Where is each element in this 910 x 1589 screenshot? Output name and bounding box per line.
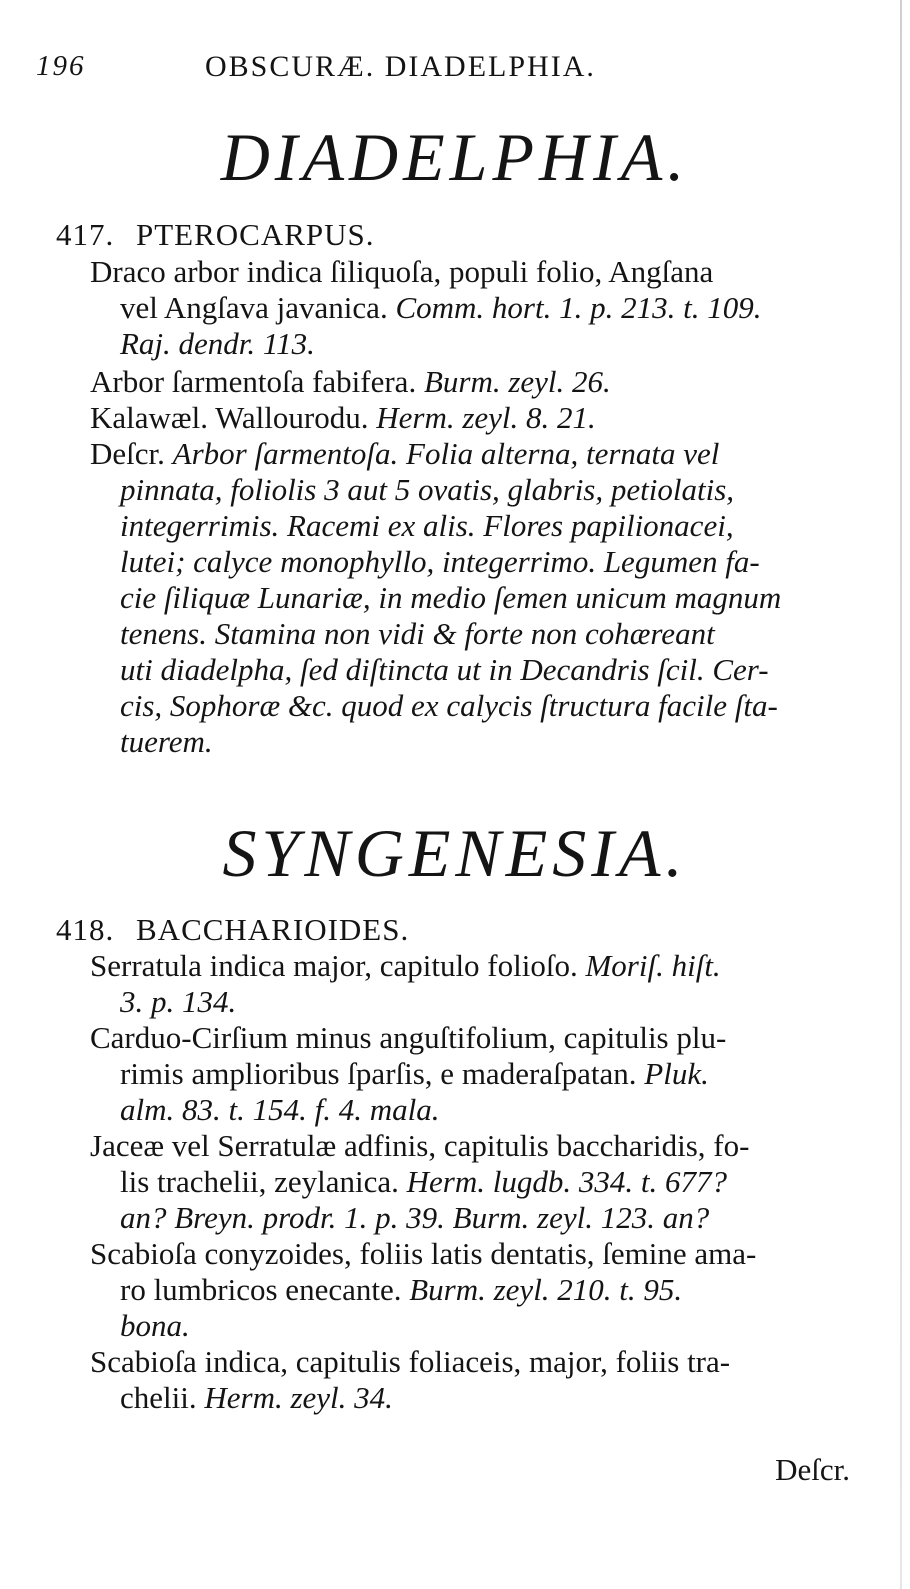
text-line: bona. <box>120 1308 190 1343</box>
text-line: Arbor ſarmentoſa fabifera. Burm. zeyl. 26. <box>90 364 611 399</box>
text-line: vel Angſava javanica. Comm. hort. 1. p. 213. t. 109. <box>120 290 762 325</box>
genus-heading-pterocarpus <box>56 217 375 253</box>
text-line: integerrimis. Racemi ex alis. Flores papilionacei, <box>120 508 734 543</box>
text-line: tenens. Stamina non vidi & forte non cohæreant <box>120 616 715 651</box>
text-line: lutei; calyce monophyllo, integerrimo. Legumen fa- <box>120 544 760 579</box>
text-line: Draco arbor indica ſiliquoſa, populi folio, Angſana <box>90 254 714 289</box>
text-line: ro lumbricos enecante. Burm. zeyl. 210. t. 95. <box>120 1272 683 1307</box>
running-title: OBSCURÆ. DIADELPHIA. <box>205 50 596 83</box>
text-line: alm. 83. t. 154. f. 4. mala. <box>120 1092 440 1127</box>
genus-name: BACCHARIOIDES. <box>136 912 410 947</box>
text-line: pinnata, foliolis 3 aut 5 ovatis, glabris, petiolatis, <box>120 472 735 507</box>
section-title-syngenesia: SYNGENESIA. <box>222 815 688 891</box>
genus-heading-baccharioides <box>56 912 409 948</box>
text-line: chelii. Herm. zeyl. 34. <box>120 1380 393 1415</box>
text-line: lis trachelii, zeylanica. Herm. lugdb. 334. t. 677? <box>120 1164 727 1199</box>
entry-number: 418. <box>56 912 115 947</box>
text-line: Scabioſa indica, capitulis foliaceis, major, foliis tra- <box>90 1344 731 1379</box>
catchword: Deſcr. <box>775 1452 850 1487</box>
text-line: 3. p. 134. <box>120 984 237 1019</box>
text-line: Scabioſa conyzoides, foliis latis dentatis, ſemine ama- <box>90 1236 757 1271</box>
page-number: 196 <box>36 50 86 82</box>
entry-number: 417. <box>56 217 115 252</box>
text-line: Raj. dendr. 113. <box>120 326 315 361</box>
text-line: Kalawæl. Wallourodu. Herm. zeyl. 8. 21. <box>90 400 596 435</box>
text-line: tuerem. <box>120 724 213 759</box>
genus-name: PTEROCARPUS. <box>136 217 375 252</box>
text-line: Jaceæ vel Serratulæ adfinis, capitulis baccharidis, fo- <box>90 1128 750 1163</box>
text-line: Carduo-Cirſium minus anguſtifolium, capitulis plu- <box>90 1020 727 1055</box>
text-line: Serratula indica major, capitulo folioſo. Moriſ. hiſt. <box>90 948 721 983</box>
text-line: Deſcr. Arbor ſarmentoſa. Folia alterna, ternata vel <box>90 436 720 471</box>
text-line: rimis amplioribus ſparſis, e maderaſpatan. Pluk. <box>120 1056 709 1091</box>
text-line: cis, Sophoræ &c. quod ex calycis ſtructura facile ſta- <box>120 688 778 723</box>
text-line: uti diadelpha, ſed diſtincta ut in Decandris ſcil. Cer- <box>120 652 769 687</box>
page-edge <box>900 0 902 1589</box>
text-line: an? Breyn. prodr. 1. p. 39. Burm. zeyl. 123. an? <box>120 1200 710 1235</box>
section-title-diadelphia: DIADELPHIA. <box>220 119 690 195</box>
text-line: cie ſiliquæ Lunariæ, in medio ſemen unicum magnum <box>120 580 782 615</box>
